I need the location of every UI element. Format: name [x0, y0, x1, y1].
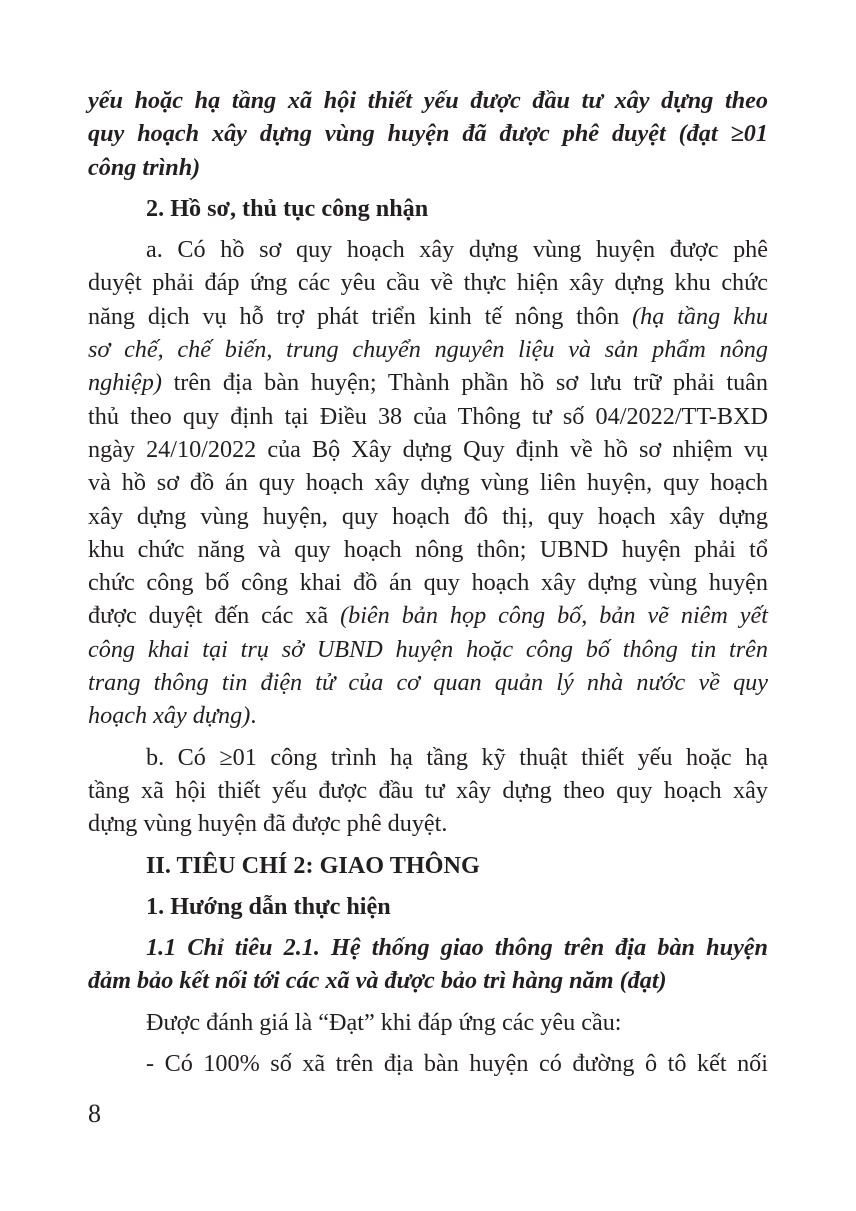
- para-a-line: công khai tại trụ sở UBND huyện hoặc công bố thông tin trên: [88, 635, 768, 663]
- paragraph-b: [88, 741, 768, 841]
- para-a-line: thủ theo quy định tại Điều 38 của Thông tư số 04/2022/TT-BXD: [88, 402, 768, 430]
- bullet-line: - Có 100% số xã trên địa bàn huyện có đường ô tô kết nối: [146, 1050, 768, 1078]
- para-a-line: duyệt phải đáp ứng các yêu cầu về thực hiện xây dựng khu chức: [88, 269, 768, 297]
- indicator-line-2: đảm bảo kết nối tới các xã và được bảo trì hàng năm (đạt): [88, 967, 667, 995]
- para-b-line: tầng xã hội thiết yếu được đầu tư xây dựng theo quy hoạch xây: [88, 776, 768, 804]
- para-a-italic-note: (biên bản họp công bố, bản vẽ niêm yết: [340, 602, 768, 630]
- para-a-text: .: [250, 702, 257, 730]
- para-a-line: [88, 699, 768, 732]
- para-a-line: sơ chế, chế biến, trung chuyển nguyên liệu và sản phẩm nông: [88, 336, 768, 364]
- para-a-line: a. Có hồ sơ quy hoạch xây dựng vùng huyện được phê: [146, 236, 768, 264]
- para-a-line: xây dựng vùng huyện, quy hoạch đô thị, quy hoạch xây dựng: [88, 502, 768, 530]
- para-a-line: [88, 300, 768, 333]
- para-a-line: [88, 599, 768, 632]
- guide-heading: 1. Hướng dẫn thực hiện: [146, 892, 391, 920]
- para-a-line: khu chức năng và quy hoạch nông thôn; UBND huyện phải tổ: [88, 535, 768, 563]
- para-a-line: [88, 366, 768, 399]
- evaluation-line: Được đánh giá là “Đạt” khi đáp ứng các yêu cầu:: [146, 1008, 622, 1036]
- para-a-line: trang thông tin điện tử của cơ quan quản lý nhà nước về quy: [88, 669, 768, 697]
- para-b-line: dựng vùng huyện đã được phê duyệt.: [88, 810, 448, 838]
- para-a-italic-note: hoạch xây dựng): [88, 702, 251, 730]
- para-a-text: năng dịch vụ hỗ trợ phát triển kinh tế nông thôn: [88, 302, 633, 330]
- para-a-italic-note: (hạ tầng khu: [632, 302, 769, 330]
- section-heading-dossier: 2. Hồ sơ, thủ tục công nhận: [146, 194, 429, 222]
- continuation-line-3: công trình): [88, 153, 201, 181]
- indicator-heading: [88, 931, 768, 998]
- continuation-line-2: quy hoạch xây dựng vùng huyện đã được phê duyệt (đạt ≥01: [88, 120, 768, 148]
- para-a-line: chức công bố công khai đồ án quy hoạch xây dựng vùng huyện: [88, 569, 768, 597]
- para-a-text: trên địa bàn huyện; Thành phần hồ sơ lưu trữ phải tuân: [161, 369, 768, 397]
- continuation-line-1: yếu hoặc hạ tầng xã hội thiết yếu được đầu tư xây dựng theo: [88, 87, 768, 114]
- para-a-text: được duyệt đến các xã: [88, 602, 341, 630]
- para-a-line: ngày 24/10/2022 của Bộ Xây dựng Quy định về hồ sơ nhiệm vụ: [88, 435, 768, 463]
- paragraph-a: [88, 233, 768, 732]
- para-a-italic-note: nghiệp): [88, 369, 162, 397]
- page-number: 8: [88, 1099, 101, 1128]
- indicator-line-1: 1.1 Chỉ tiêu 2.1. Hệ thống giao thông trên địa bàn huyện: [146, 934, 768, 962]
- page-body: [88, 84, 768, 1080]
- para-b-line: b. Có ≥01 công trình hạ tầng kỹ thuật thiết yếu hoặc hạ: [146, 743, 768, 771]
- criterion-heading: II. TIÊU CHÍ 2: GIAO THÔNG: [146, 851, 480, 879]
- para-a-line: và hồ sơ đồ án quy hoạch xây dựng vùng liên huyện, quy hoạch: [88, 469, 768, 497]
